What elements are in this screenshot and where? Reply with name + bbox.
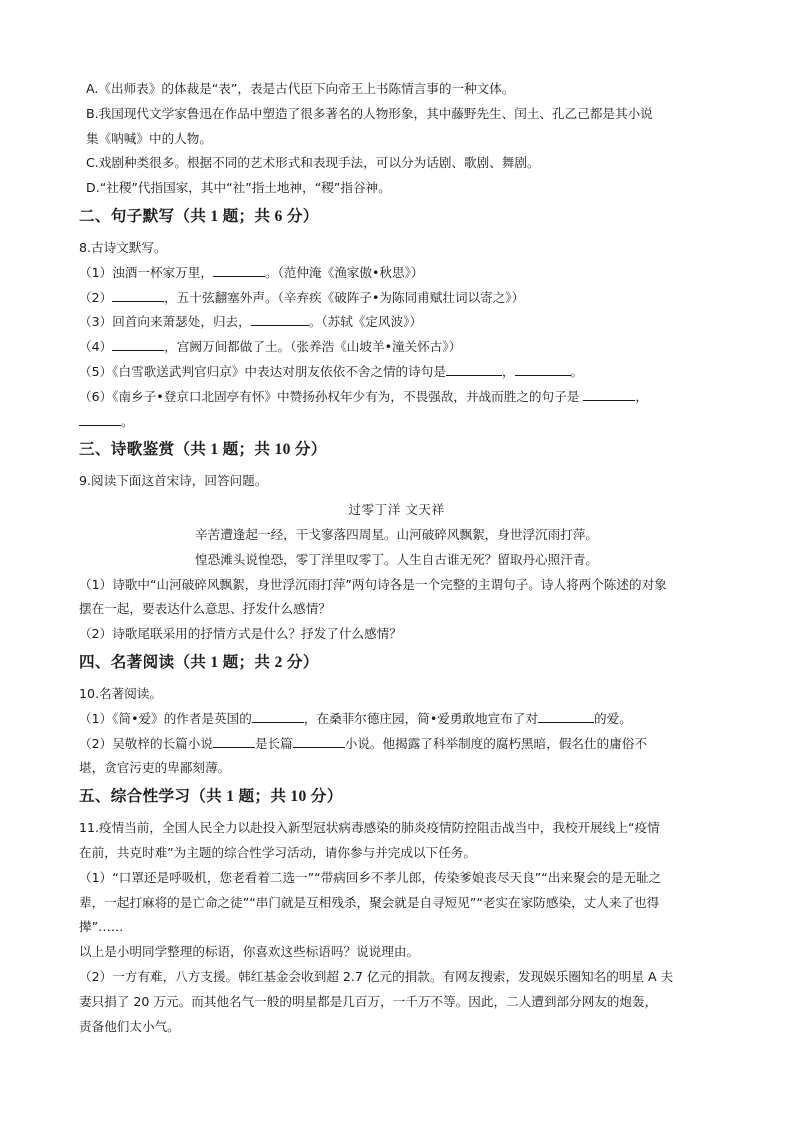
q9-sub-1-cont: 摆在一起，要表达什么意思、抒发什么感情？ xyxy=(79,601,331,617)
q11-line-9: 责备他们太小气。 xyxy=(79,1018,180,1034)
q11-line-1: 11.疫情当前，全国人民全力以赴投入新型冠状病毒感染的肺炎疫情防控阻击战当中，我校开展线上“疫情 xyxy=(79,820,660,836)
poem-title: 过零丁洋 文天祥 xyxy=(348,502,445,518)
option-b: B.我国现代文学家鲁迅在作品中塑造了很多著名的人物形象，其中藤野先生、闰土、孔乙己都是其小说 xyxy=(86,105,653,121)
answer-blank[interactable] xyxy=(112,287,164,302)
q11-line-6: 以上是小明同学整理的标语，你喜欢这些标语吗？说说理由。 xyxy=(79,944,420,960)
option-c: C.戏剧种类很多。根据不同的艺术形式和表现手法，可以分为话剧、歌剧、舞剧。 xyxy=(86,155,540,171)
answer-blank[interactable] xyxy=(252,708,304,723)
answer-blank[interactable] xyxy=(112,336,164,351)
q8-line-6: （6）《南乡子•登京口北固亭有怀》中赞扬孙权年少有为，不畏强敌，并战而胜之的句子是 ， xyxy=(79,385,714,410)
section-4-title: 四、名著阅读（共 1 题；共 2 分） xyxy=(79,653,319,671)
q11-line-2: 在前，共克时难”为主题的综合性学习活动，请你参与并完成以下任务。 xyxy=(79,844,476,860)
answer-blank[interactable] xyxy=(583,386,635,401)
q8-line-3: （3）回首向来萧瑟处，归去， 。（苏轼《定风波》） xyxy=(79,310,714,335)
q11-line-7: （2）一方有难，八方支援。韩红基金会收到超 2.7 亿元的捐款。有网友搜索，发现娱乐圈知名的明星 A 夫 xyxy=(79,968,674,984)
q11-line-8: 妻只捐了 20 万元。而其他名气一般的明星都是几百万，一千万不等。因此，二人遭到部分网友的炮轰， xyxy=(79,993,658,1009)
question-8-lead: 8.古诗文默写。 xyxy=(79,239,167,255)
answer-blank[interactable] xyxy=(213,262,265,277)
q8-line-6-cont: 。 xyxy=(79,410,714,435)
q11-line-5: 撵”…… xyxy=(79,919,124,935)
option-d: D.“社稷”代指国家，其中“社”指土地神，“稷”指谷神。 xyxy=(86,180,391,196)
section-3-title: 三、诗歌鉴赏（共 1 题；共 10 分） xyxy=(79,441,327,459)
answer-blank[interactable] xyxy=(79,411,121,426)
answer-blank[interactable] xyxy=(538,708,594,723)
q9-sub-1: （1）诗歌中“山河破碎风飘絮，身世浮沉雨打萍”两句诗各是一个完整的主谓句子。诗人将两个陈述的对象 xyxy=(79,576,667,592)
poem-line-2: 惶恐滩头说惶恐，零丁洋里叹零丁。人生自古谁无死？留取丹心照汗青。 xyxy=(195,551,598,567)
section-5-title: 五、综合性学习（共 1 题；共 10 分） xyxy=(79,788,343,806)
q10-line-1: （1）《简•爱》的作者是英国的 ，在桑菲尔德庄园，简•爱勇敢地宣布了对 的爱。 xyxy=(79,707,714,732)
q11-line-3: （1）“口罩还是呼吸机，您老看着二选一”“带病回乡不孝儿郎，传染爹娘丧尽天良”“出来聚会的是无耻之 xyxy=(79,869,662,885)
answer-blank[interactable] xyxy=(515,361,571,376)
section-2-title: 二、句子默写（共 1 题；共 6 分） xyxy=(79,207,319,225)
q8-line-4: （4） ，宫阙万间都做了土。（张养浩《山坡羊•潼关怀古》） xyxy=(79,335,714,360)
question-10-lead: 10.名著阅读。 xyxy=(79,685,162,701)
option-b-cont: 集《呐喊》中的人物。 xyxy=(86,130,212,146)
q9-sub-2: （2）诗歌尾联采用的抒情方式是什么？抒发了什么感情？ xyxy=(79,626,402,642)
q8-line-1: （1）浊酒一杯家万里， 。（范仲淹《渔家傲•秋思》） xyxy=(79,261,714,286)
q10-line-2: （2）吴敬梓的长篇小说 是长篇 小说。他揭露了科举制度的腐朽黑暗，假名仕的庸俗不 xyxy=(79,732,714,757)
option-a: A.《出师表》的体裁是“表”，表是古代臣下向帝王上书陈情言事的一种文体。 xyxy=(86,81,515,96)
q11-line-4: 辈，一起打麻将的是亡命之徒”“串门就是互相残杀，聚会就是自寻短见”“老实在家防感染，丈人来了也得 xyxy=(79,894,660,910)
answer-blank[interactable] xyxy=(251,311,309,326)
answer-blank[interactable] xyxy=(213,733,255,748)
poem-line-1: 辛苦遭逢起一经，干戈寥落四周星。山河破碎风飘絮，身世浮沉雨打萍。 xyxy=(195,526,598,542)
q8-line-2: （2） ，五十弦翻塞外声。（辛弃疾《破阵子•为陈同甫赋壮词以寄之》） xyxy=(79,286,714,311)
answer-blank[interactable] xyxy=(293,733,345,748)
question-9-lead: 9.阅读下面这首宋诗，回答问题。 xyxy=(79,473,268,489)
q10-line-2-cont: 堪，贪官污吏的卑鄙刻薄。 xyxy=(79,760,231,776)
q8-line-5: （5）《白雪歌送武判官归京》中表达对朋友依依不舍之情的诗句是 ， 。 xyxy=(79,360,714,385)
answer-blank[interactable] xyxy=(446,361,502,376)
